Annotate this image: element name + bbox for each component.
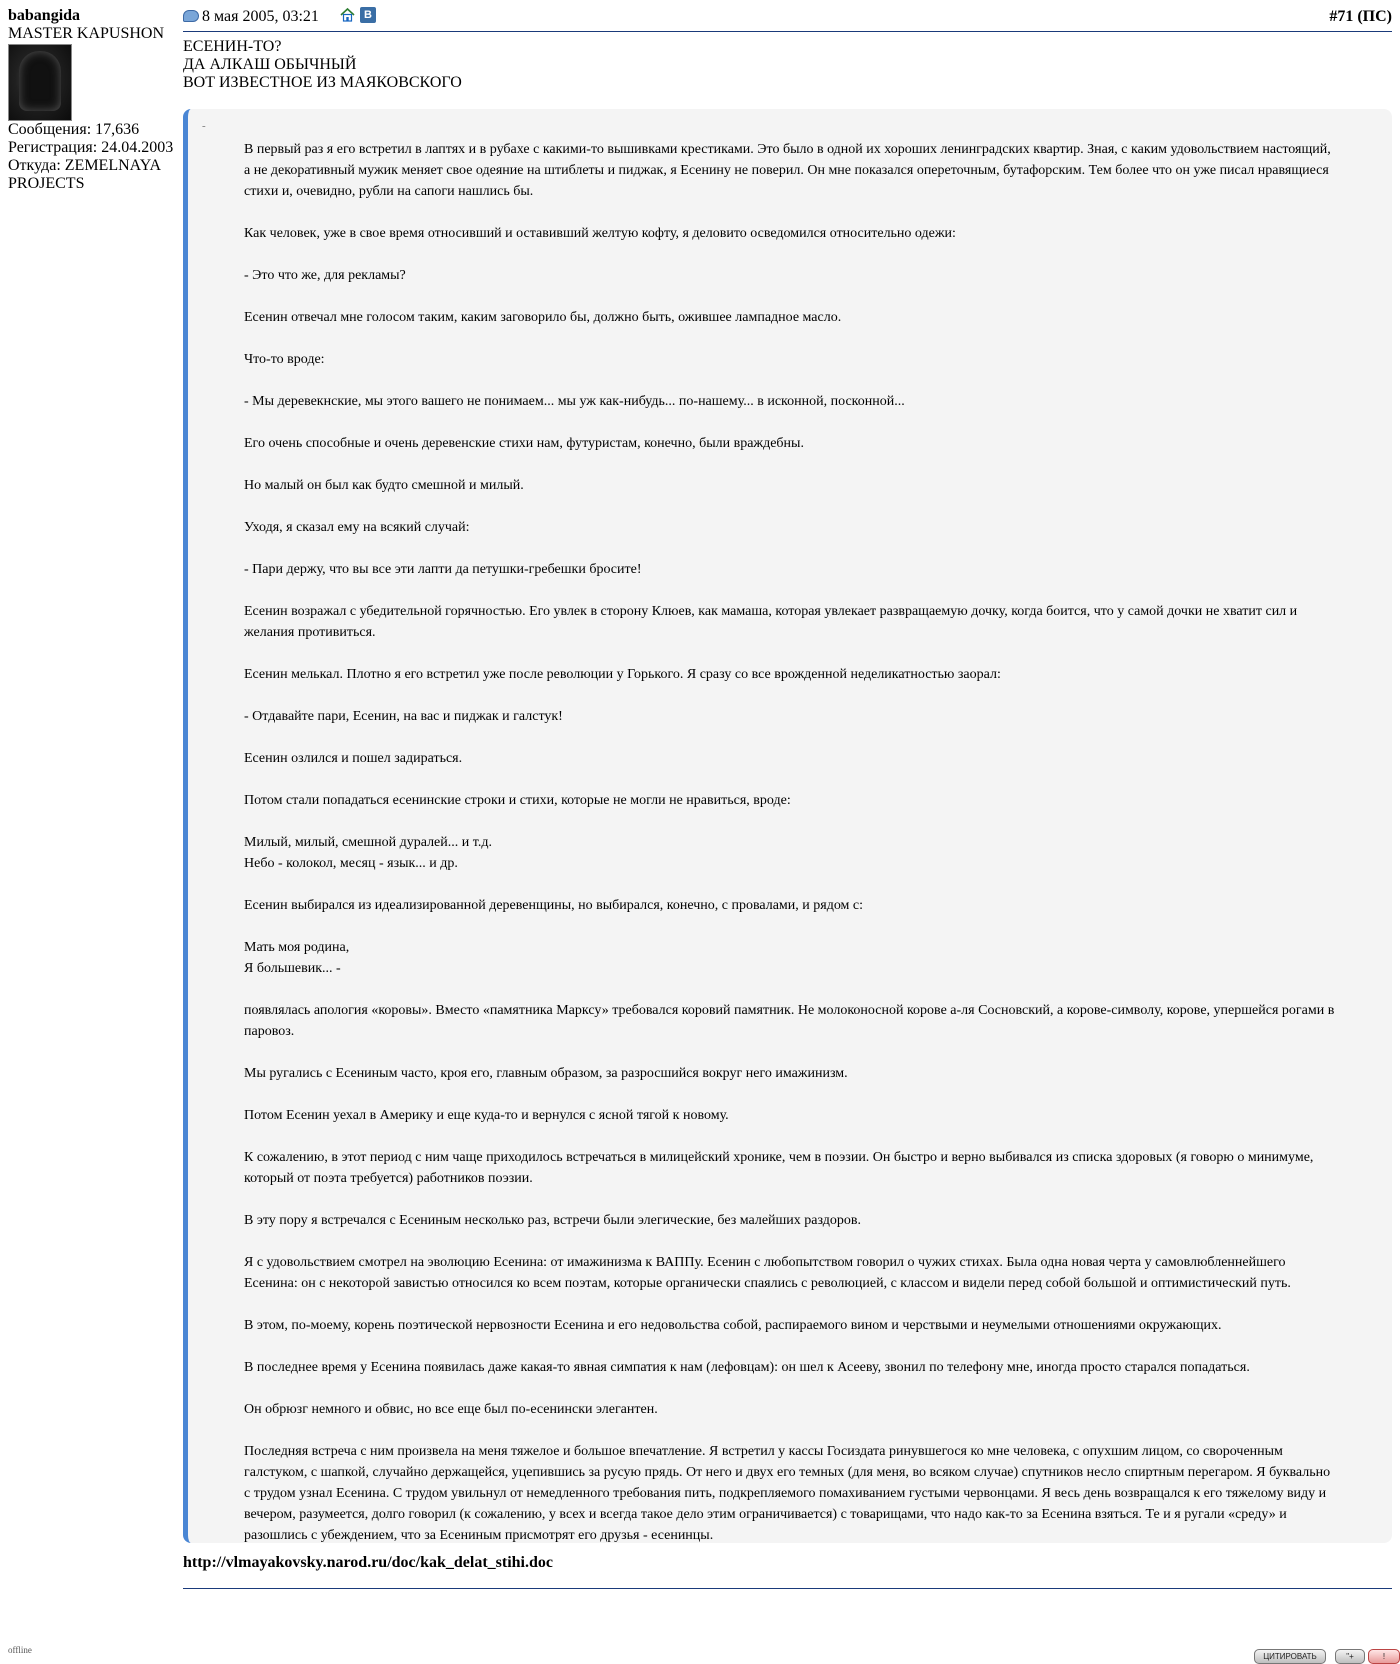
quote-paragraph: появлялась апология «коровы». Вместо «памятника Марксу» требовался коровий памятник. Не молоконосной корове а-ля Сосновский, а корове-символу, корове, упершейся рогами в паровоз. [244,1003,1335,1039]
username[interactable]: babangida [8,7,81,24]
quote-paragraph: Я с удовольствием смотрел на эволюцию Есенина: от имажинизма к ВАППу. Есенин с любопытством говорил о чужих стихах. Была одна новая черта у самовлюбленнейшего Есенина: он с некоторой завистью относился ко всем поэтам, которые органически спаялись с революцией, с классом и видели перед собой большой и оптимистический путь. [244,1255,1291,1291]
quote-paragraph: В последнее время у Есенина появилась даже какая-то явная симпатия к нам (лефовцам): он шел к Асееву, звонил по телефону мне, иногда просто старался попадаться. [244,1360,1250,1375]
post-date: 8 мая 2005, 03:21 [202,8,319,25]
quote-button[interactable]: ЦИТИРОВАТЬ [1254,1649,1326,1664]
quote-paragraph: - Пари держу, что вы все эти лапти да петушки-гребешки бросите! [244,562,642,577]
multiquote-button[interactable]: "+ [1335,1649,1365,1664]
source-link[interactable]: http://vlmayakovsky.narod.ru/doc/kak_delat_stihi.doc [183,1554,553,1571]
quote-paragraph: В эту пору я встречался с Есениным несколько раз, встречи были элегические, без малейших раздоров. [244,1213,862,1228]
user-posts-count: Сообщения: 17,636 [8,121,140,138]
post-line: ДА АЛКАШ ОБЫЧНЫЙ [183,56,357,73]
post-footer-divider [183,1588,1392,1589]
user-location-line2: PROJECTS [8,175,85,192]
quote-paragraph: В этом, по-моему, корень поэтической нервозности Есенина и его недовольства собой, распираемого вином и черствыми и неумелыми отношениями окружающих. [244,1318,1222,1333]
user-title: MASTER KAPUSHON [8,25,165,42]
quote-paragraph: - Мы деревекнские, мы этого вашего не понимаем... мы уж как-нибудь... по-нашему... в исконной, посконной... [244,394,905,409]
post-message [183,38,1392,92]
post-line: ЕСЕНИН-ТО? [183,38,282,55]
quote-paragraph: - Это что же, для рекламы? [244,268,406,283]
quote-paragraph: Есенин отвечал мне голосом таким, каким заговорило бы, должно быть, ожившее лампадное масло. [244,310,842,325]
post-line: ВОТ ИЗВЕСТНОЕ ИЗ МАЯКОВСКОГО [183,74,462,91]
quote-body [244,139,1339,1546]
quote-paragraph: Мы ругались с Есениным часто, кроя его, главным образом, за разросшийся вокруг него имажинизм. [244,1066,848,1081]
post-header [183,0,1392,32]
home-icon[interactable] [340,7,355,22]
quote-paragraph: К сожалению, в этот период с ним чаще приходилось встречаться в милицейский хронике, чем в поэзии. Он быстро и верно выбивался из списка здоровых (я говорю о минимуме, который от поэта требуется) работников поэзии. [244,1150,1314,1186]
quote-paragraph: В первый раз я его встретил в лаптях и в рубахе с какими-то вышивками крестиками. Это было в одной их хороших ленинградских квартир. Зная, с каким удовольствием настоящий, а не декоративный мужик меняет свое одеяние на штиблеты и пиджак, я Есенину не поверил. Он мне показался опереточным, бутафорским. Тем более что он уже писал нравящиеся стихи и, очевидно, рубли на сапоги нашлись бы. [244,142,1331,199]
post-icon [183,10,199,22]
quote-paragraph: Есенин озлился и пошел задираться. [244,751,463,766]
vk-icon[interactable]: В [360,7,376,23]
post-number-link[interactable]: #71 (ПС) [1329,8,1392,25]
quote-paragraph: Последняя встреча с ним произвела на меня тяжелое и большое впечатление. Я встретил у кассы Госиздата ринувшегося ко мне человека, с опухшим лицом, со свороченным галстуком, с шапкой, случайно держащейся, уцепившись за русую прядь. От него и двух его темных (для меня, во всяком случае) спутников несло спиртным перегаром. Я буквально с трудом узнал Есенина. С трудом увильнул от немедленного требования пить, подкрепляемого помахиванием густыми червонцами. Я весь день возвращался к его тяжелому виду и вечером, разумеется, долго говорил (к сожалению, у всех и всегда такое дело этим ограничивается) с товарищами, что надо как-то за Есенина взяться. Те и я ругали «среду» и разошлись с убеждением, что за Есениным присмотрят его друзья - есенинцы. [244,1444,1331,1543]
quote-paragraph: Потом Есенин уехал в Америку и еще куда-то и вернулся с ясной тягой к новому. [244,1108,729,1123]
quote-paragraph: Он обрюзг немного и обвис, но все еще был по-есенински элегантен. [244,1402,658,1417]
quote-paragraph: Потом стали попадаться есенинские строки и стихи, которые не могли не нравиться, вроде: [244,793,791,808]
quote-author: - [202,120,206,132]
avatar-hooded-figure [19,51,61,111]
quote-paragraph: Есенин выбирался из идеализированной деревенщины, но выбирался, конечно, с провалами, и рядом с: [244,898,864,913]
quote-paragraph: - Отдавайте пари, Есенин, на вас и пиджак и галстук! [244,709,563,724]
user-status: offline [8,1645,32,1655]
quote-paragraph: Уходя, я сказал ему на всякий случай: [244,520,470,535]
user-location-line1: Откуда: ZEMELNAYA [8,157,162,174]
quote-paragraph: Как человек, уже в свое время относивший и оставивший желтую кофту, я деловито осведомился относительно одежи: [244,226,956,241]
quote-paragraph: Мать моя родина, Я большевик... - [244,940,350,976]
quote-paragraph: Есенин возражал с убедительной горячностью. Его увлек в сторону Клюев, как мамаша, которая увлекает развращаемую дочку, когда боится, что у самой дочки не хватит сил и желания противиться. [244,604,1298,640]
user-panel [8,7,178,193]
post [183,0,1392,1589]
user-registration-date: Регистрация: 24.04.2003 [8,139,174,156]
quote-paragraph: Милый, милый, смешной дуралей... и т.д. Небо - колокол, месяц - язык... и др. [244,835,492,871]
quote-paragraph: Что-то вроде: [244,352,325,367]
quote-paragraph: Но малый он был как будто смешной и милый. [244,478,524,493]
avatar[interactable] [8,44,72,121]
quote-paragraph: Его очень способные и очень деревенские стихи нам, футуристам, конечно, были враждебны. [244,436,804,451]
quote-block [183,109,1392,1543]
report-button[interactable]: ! [1368,1649,1400,1664]
quote-paragraph: Есенин мелькал. Плотно я его встретил уже после революции у Горького. Я сразу со все врожденной неделикатностью заорал: [244,667,1001,682]
